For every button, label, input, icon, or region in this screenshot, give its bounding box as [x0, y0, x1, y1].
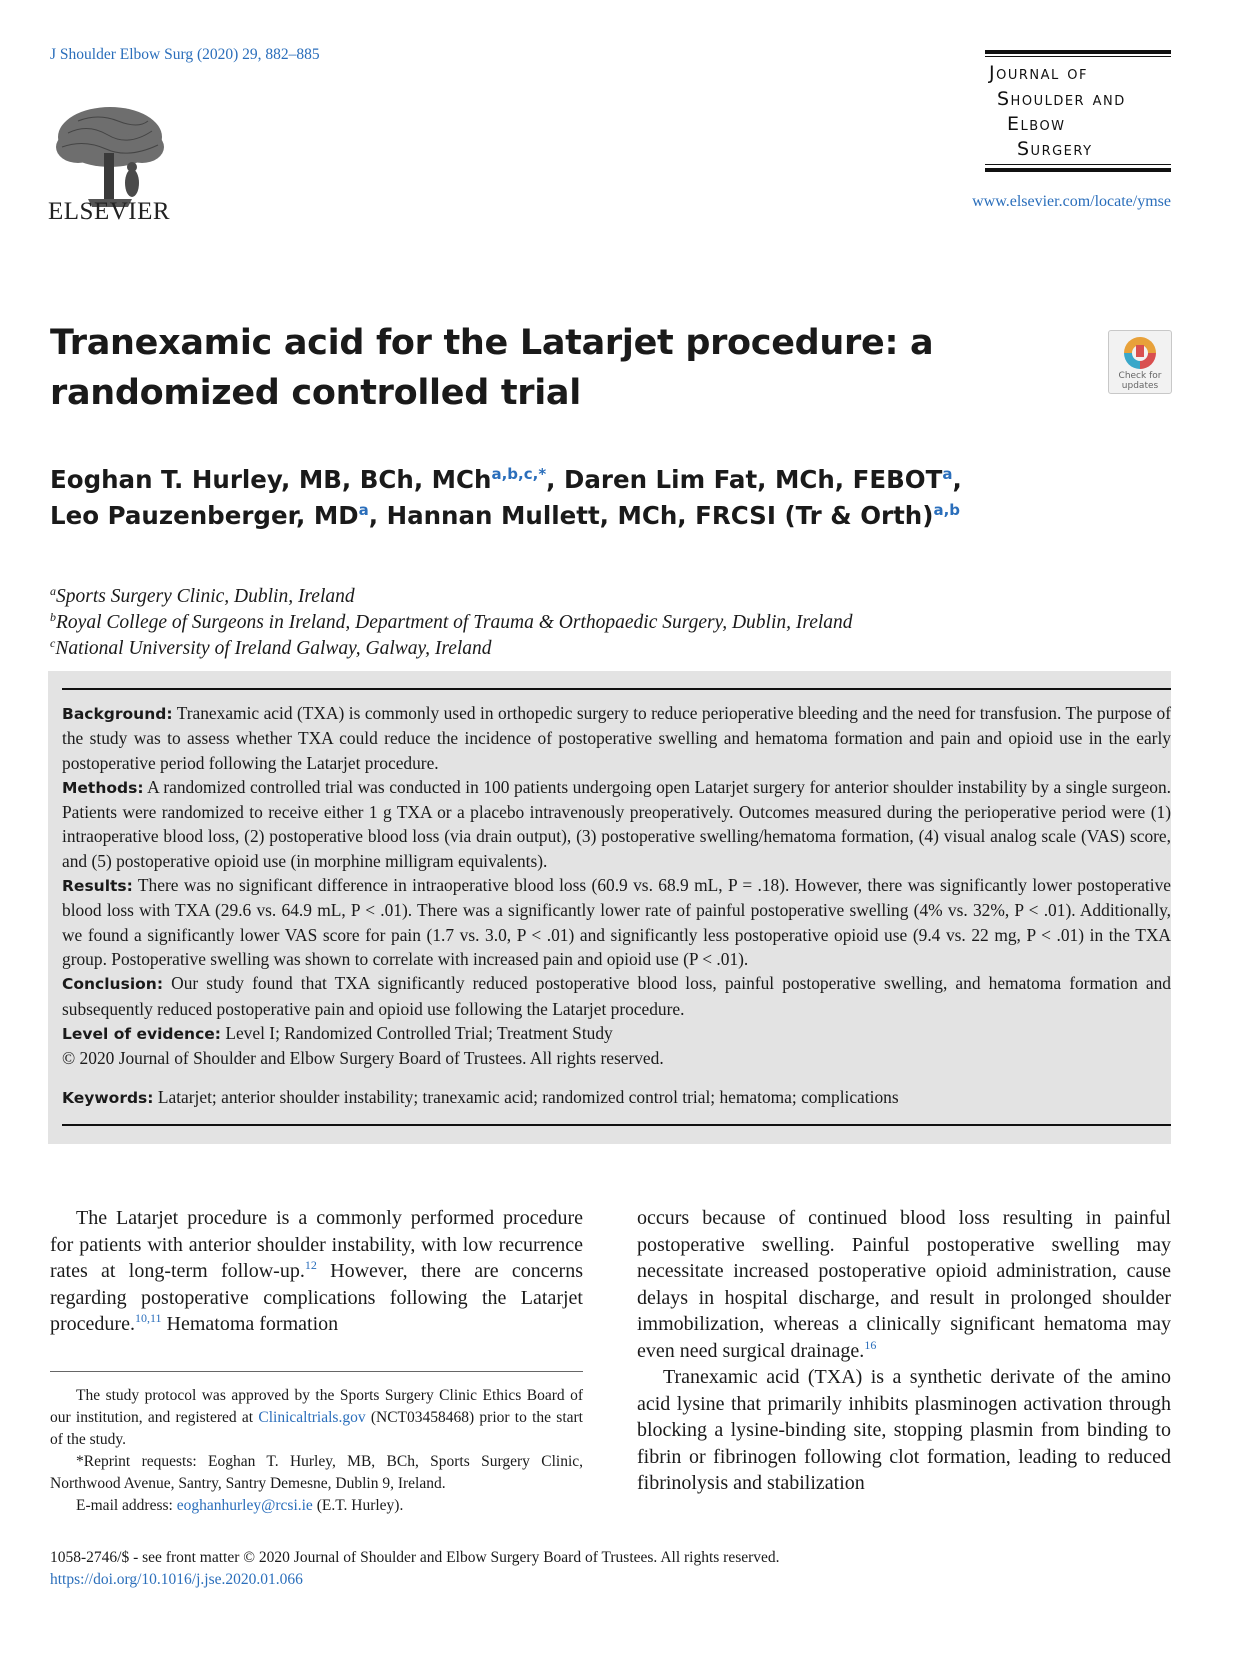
author-affiliation-mark[interactable]: a,b,c,* [491, 465, 547, 483]
affiliation-mark: a [50, 584, 56, 598]
abstract-paragraph: Tranexamic acid (TXA) is commonly used in orthopedic surgery to reduce perioperative bleeding and the need for transfusion. The purpose of the study was to assess whether TXA could reduce the incidence of postoperative swelling and hematoma formation and pain and opioid use in the early postoperative period following the Latarjet procedure. [62, 703, 1171, 773]
section-label: Conclusion: [62, 975, 164, 994]
reference-link[interactable]: 12 [304, 1258, 317, 1272]
masthead-rule [985, 164, 1171, 165]
journal-name-line: Journal of [989, 62, 1088, 84]
author-name: Eoghan T. Hurley, MB, BCh, MCh [50, 465, 492, 494]
abstract-box [48, 671, 1171, 1144]
author-separator: , [368, 501, 387, 530]
journal-citation[interactable]: J Shoulder Elbow Surg (2020) 29, 882–885 [50, 46, 320, 63]
keywords [62, 1085, 1171, 1110]
doi-link[interactable]: https://doi.org/10.1016/j.jse.2020.01.066 [50, 1571, 303, 1588]
author-list [50, 462, 1150, 534]
footnote-text: (E.T. Hurley). [312, 1497, 404, 1514]
bookmark-icon [1136, 345, 1144, 357]
author-name: Hannan Mullett, MCh, FRCSI (Tr & Orth) [386, 501, 934, 530]
masthead-rule [985, 168, 1171, 172]
reference-link[interactable]: 10,11 [134, 1311, 162, 1325]
journal-name-line: Shoulder and [997, 88, 1126, 110]
footnote-text: E-mail address: [76, 1497, 177, 1514]
footnote-rule [50, 1371, 583, 1372]
footnote-reprint: *Reprint requests: Eoghan T. Hurley, MB, BCh, Sports Surgery Clinic, Northwood Avenue, Santry, Santry Demesne, Dublin 9, Ireland. [50, 1453, 583, 1492]
reference-link[interactable]: 16 [864, 1337, 877, 1352]
body-text: The Latarjet procedure is a commonly performed procedure for patients with anterior shoulder instability, with low recurrence rates at long-term follow-up. [50, 1207, 583, 1282]
footnote-study [50, 1385, 583, 1451]
publisher-name: ELSEVIER [48, 198, 171, 225]
abstract-paragraph: A randomized controlled trial was conducted in 100 patients undergoing open Latarjet surgery for anterior shoulder instability by a single surgeon. Patients were randomized to receive either 1 g TXA or a placebo intravenously preoperatively. Outcomes measured during the perioperative period were (1) intraoperative blood loss, (2) postoperative blood loss (via drain output), (3) postoperative swelling/hematoma formation, (4) visual analog scale (VAS) score, and (5) postoperative opioid use (in morphine milligram equivalents). [62, 776, 1171, 871]
journal-name-line: Surgery [1017, 138, 1093, 160]
section-label: Keywords: [62, 1089, 154, 1107]
author-separator: , [546, 465, 565, 494]
section-label: Level of evidence: [62, 1024, 221, 1043]
body-text: Hematoma formation [161, 1313, 339, 1335]
issn-line: 1058-2746/$ - see front matter © 2020 Journal of Shoulder and Elbow Surgery Board of Trustees. All rights reserved. [50, 1549, 780, 1566]
body-column-left [50, 1205, 583, 1338]
abstract-bottom-rule [62, 1124, 1171, 1126]
author-separator: , [952, 465, 962, 494]
clinicaltrials-link[interactable]: Clinicaltrials.gov [258, 1409, 366, 1426]
journal-url-link[interactable]: www.elsevier.com/locate/ymse [972, 193, 1171, 210]
footnote-text: The study protocol was approved by the Sports Surgery Clinic Ethics Board of our institution, and registered at [50, 1387, 583, 1426]
section-label: Methods: [62, 778, 144, 797]
abstract-conclusion [62, 971, 1171, 1021]
section-label: Results: [62, 877, 133, 896]
affiliation-mark: c [50, 636, 56, 650]
affiliation-text: Royal College of Surgeons in Ireland, Department of Trauma & Orthopaedic Surgery, Dublin, Ireland [56, 612, 853, 633]
footnote-email [50, 1495, 583, 1517]
abstract-results [62, 873, 1171, 971]
author-affiliation-mark[interactable]: a,b [933, 501, 961, 519]
check-for-updates-button[interactable] [1108, 330, 1172, 394]
body-paragraph [50, 1205, 583, 1338]
masthead-rule [985, 50, 1171, 54]
section-label: Background: [62, 705, 173, 723]
footnotes [50, 1385, 583, 1517]
abstract-paragraph: There was no significant difference in intraoperative blood loss (60.9 vs. 68.9 mL, P = .18). However, there was significantly lower postoperative blood loss with TXA (29.6 vs. 64.9 mL, P < .01). There was a significantly lower rate of painful postoperative swelling (4% vs. 32%, P < .01). Additionally, we found a significantly lower VAS score for pain (1.7 vs. 3.0, P < .01) and significantly less postoperative opioid use (9.4 vs. 22 mg, P < .01) in the TXA group. Postoperative swelling was shown to correlate with increased pain and opioid use (P < .01). [62, 875, 1171, 969]
body-paragraph: Tranexamic acid (TXA) is a synthetic derivate of the amino acid lysine that primarily inhibits plasminogen activation through blocking a lysine-binding site, stopping plasmin from binding to fibrin or fibrinogen following clot formation, leading to reduced fibrinolysis and stabilization [637, 1366, 1171, 1494]
masthead-rule [985, 56, 1171, 57]
affiliation-mark: b [50, 610, 56, 624]
author-affiliation-mark[interactable]: a [358, 501, 369, 519]
affiliations [50, 584, 853, 662]
body-column-right [637, 1205, 1171, 1497]
email-link[interactable]: eoghanhurley@rcsi.ie [176, 1497, 313, 1514]
footnote-text: (NCT03458468) prior to the start of the study. [50, 1409, 583, 1448]
author-name: Daren Lim Fat, MCh, FEBOT [564, 465, 943, 494]
abstract-top-rule [62, 688, 1171, 690]
affiliation-text: National University of Ireland Galway, Galway, Ireland [55, 638, 492, 659]
abstract-paragraph: Our study found that TXA significantly reduced postoperative blood loss, painful postoperative swelling, and hematoma formation and subsequently reduced postoperative pain and opioid use following the Latarjet procedure. [62, 973, 1171, 1019]
journal-name-line: Elbow [1007, 113, 1066, 135]
abstract-methods [62, 775, 1171, 873]
affiliation-item [50, 584, 853, 610]
affiliation-item [50, 610, 853, 636]
body-text: However, there are concerns regarding postoperative complications following the Latarjet procedure. [50, 1260, 583, 1335]
affiliation-text: Sports Surgery Clinic, Dublin, Ireland [56, 586, 355, 607]
affiliation-item [50, 636, 853, 662]
body-paragraph [637, 1205, 1171, 1364]
abstract-background [62, 701, 1171, 775]
article-title: Tranexamic acid for the Latarjet procedure: a randomized controlled trial [50, 323, 934, 413]
journal-masthead [985, 50, 1171, 180]
body-text: occurs because of continued blood loss resulting in painful postoperative swelling. Painful postoperative swelling may necessitate increased postoperative opioid administration, cause delays in hospital discharge, and result in prolonged shoulder immobilization, whereas a clinically significant hematoma may even need surgical drainage. [637, 1207, 1171, 1362]
check-updates-label: Check for updates [1118, 371, 1162, 391]
abstract-paragraph: Level I; Randomized Controlled Trial; Treatment Study [225, 1022, 613, 1043]
page-footer [50, 1547, 780, 1591]
abstract-level [62, 1021, 1171, 1046]
abstract-copyright: © 2020 Journal of Shoulder and Elbow Surgery Board of Trustees. All rights reserved. [62, 1048, 664, 1069]
author-affiliation-mark[interactable]: a [942, 465, 953, 483]
abstract-text [62, 701, 1171, 1070]
keywords-text: Latarjet; anterior shoulder instability; tranexamic acid; randomized control trial; hematoma; complications [157, 1087, 899, 1107]
author-name: Leo Pauzenberger, MD [50, 501, 359, 530]
